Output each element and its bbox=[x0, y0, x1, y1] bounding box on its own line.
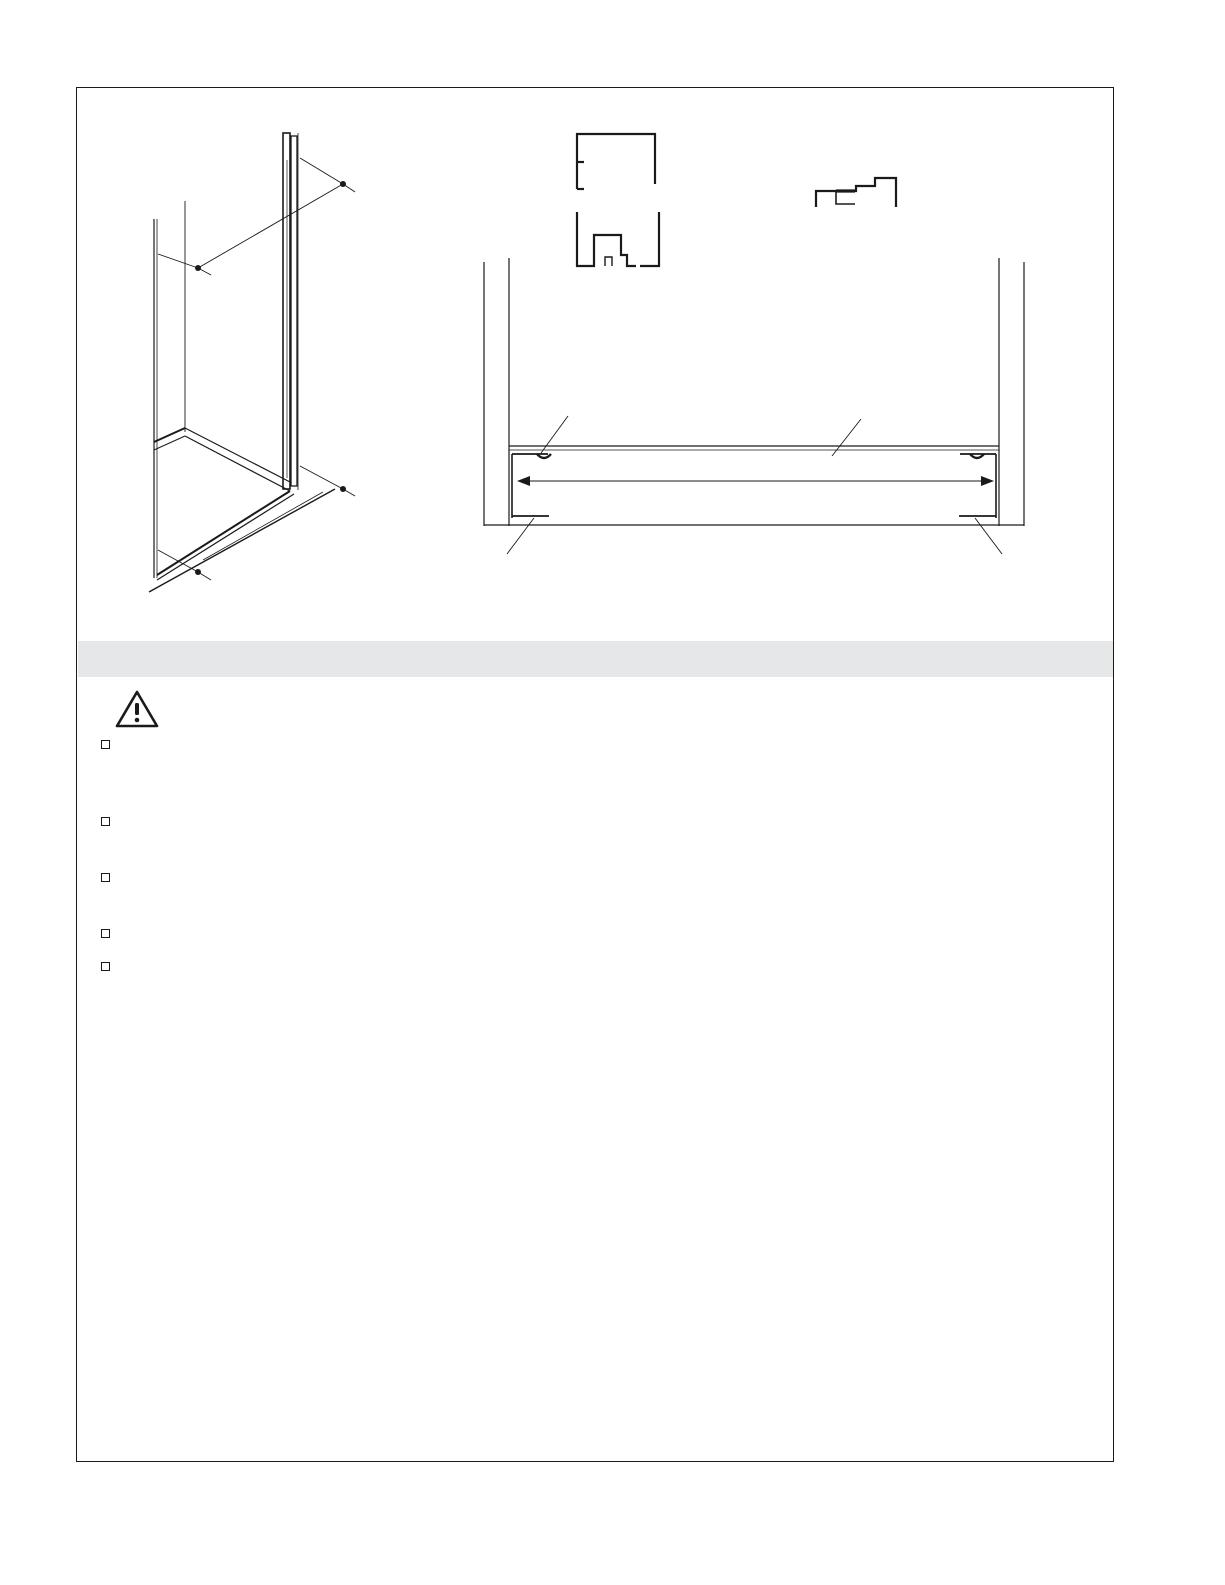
channel-profile-detail bbox=[577, 212, 659, 266]
bullet-square-icon bbox=[101, 873, 110, 882]
bullet-square-icon bbox=[101, 929, 110, 938]
callout-dot bbox=[340, 486, 346, 492]
bullet-square-icon bbox=[101, 740, 110, 749]
bullet-square-icon bbox=[101, 817, 110, 826]
callout-dot bbox=[195, 265, 201, 271]
arrow-right bbox=[981, 476, 994, 486]
warning-triangle-icon bbox=[114, 689, 160, 729]
bullet-square-icon bbox=[101, 962, 110, 971]
callout-dot bbox=[340, 181, 346, 187]
installation-figure bbox=[0, 0, 1225, 640]
jamb-profile-detail bbox=[577, 134, 655, 189]
top-view-diagram bbox=[484, 258, 1024, 554]
step-profile-detail bbox=[816, 178, 896, 207]
arrow-left bbox=[517, 476, 530, 486]
section-heading-bar bbox=[78, 641, 1113, 677]
callout-dot bbox=[195, 569, 201, 575]
shower-isometric-diagram bbox=[149, 133, 355, 592]
